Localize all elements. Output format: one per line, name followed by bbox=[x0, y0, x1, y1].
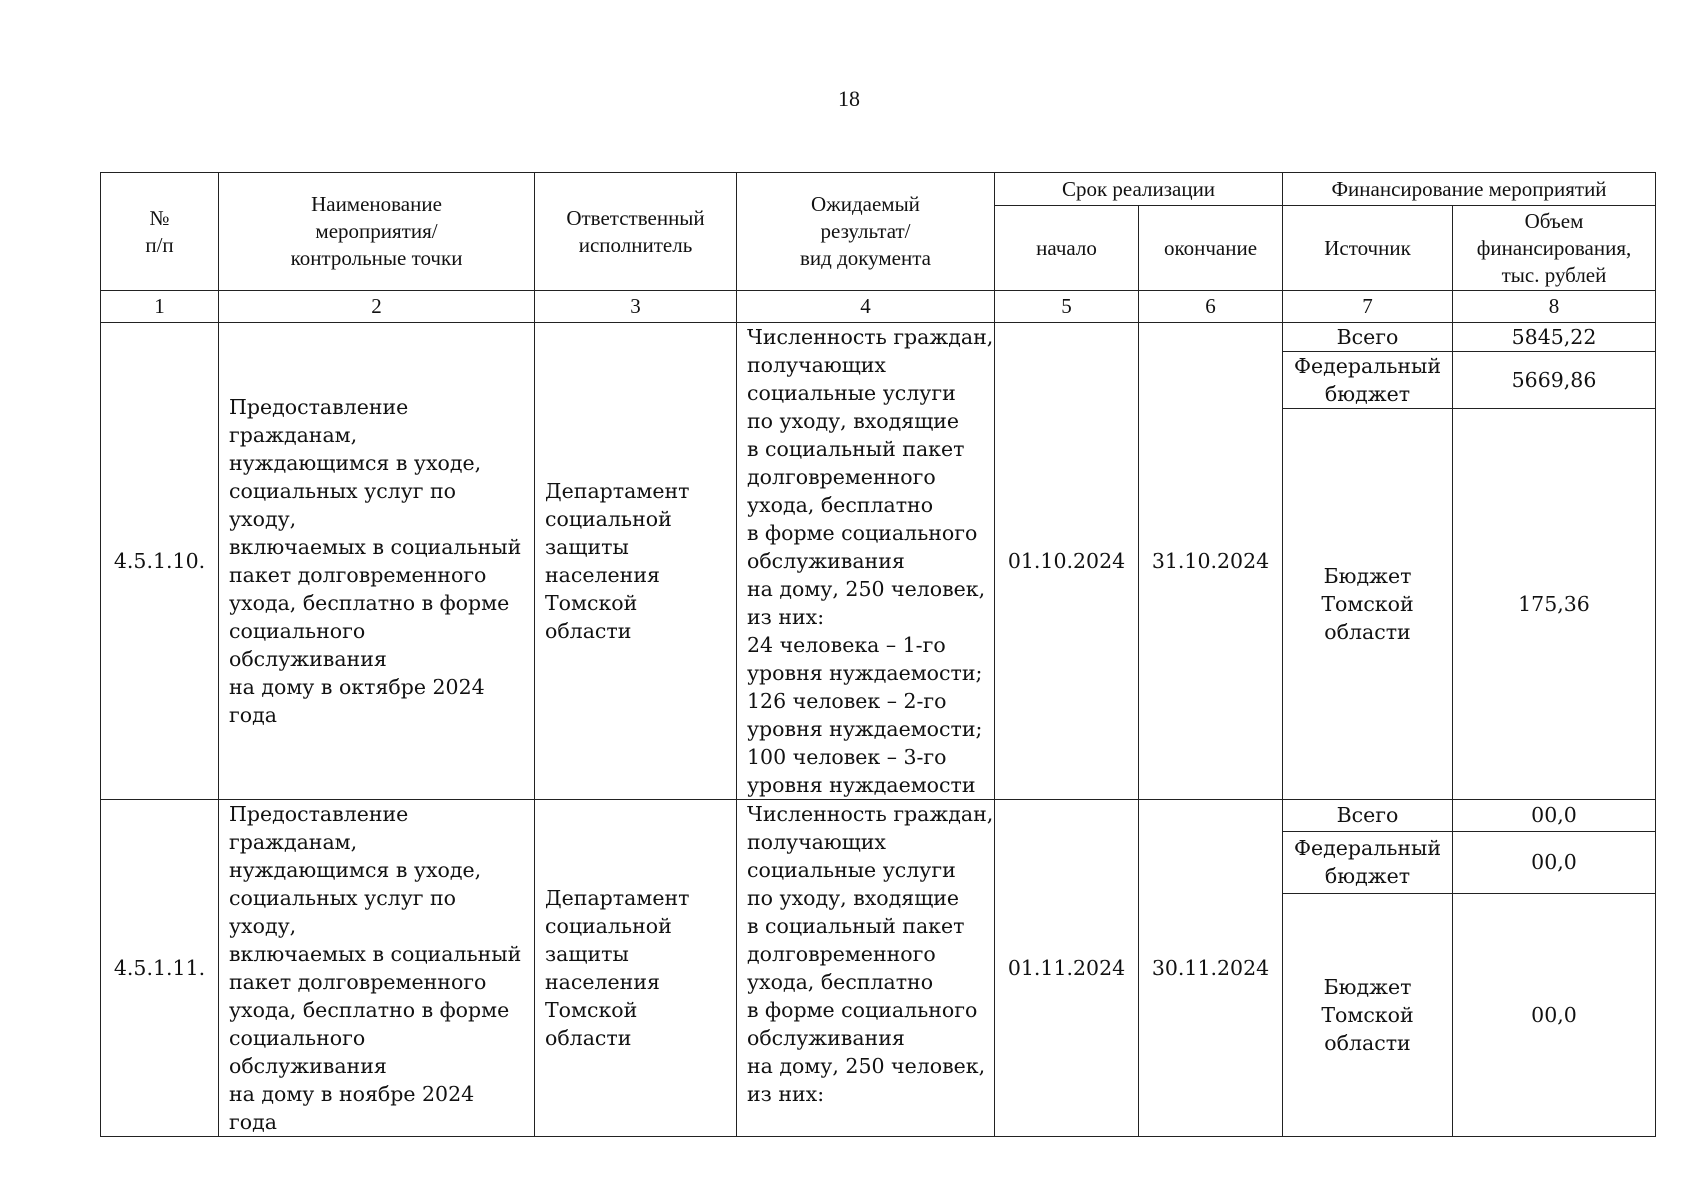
activity-executor: Департамент социальной защиты населения Томской области bbox=[535, 800, 737, 1137]
funding-amount: 00,0 bbox=[1453, 831, 1656, 893]
funding-source: Всего bbox=[1283, 800, 1453, 832]
table-row bbox=[101, 800, 1656, 832]
term-end-date: 30.11.2024 bbox=[1139, 800, 1283, 1137]
funding-amount: 5845,22 bbox=[1453, 323, 1656, 352]
funding-source: Федеральный бюджет bbox=[1283, 352, 1453, 409]
funding-amount: 5669,86 bbox=[1453, 352, 1656, 409]
header-term-group: Срок реализации bbox=[995, 173, 1283, 206]
header-result: Ожидаемый результат/ вид документа bbox=[737, 173, 995, 291]
activity-number: 4.5.1.11. bbox=[101, 800, 219, 1137]
term-end-date: 31.10.2024 bbox=[1139, 323, 1283, 800]
funding-source: Бюджет Томской области bbox=[1283, 409, 1453, 800]
header-term-end: окончание bbox=[1139, 206, 1283, 291]
header-funding-source: Источник bbox=[1283, 206, 1453, 291]
header-activity-name: Наименование мероприятия/ контрольные точки bbox=[219, 173, 535, 291]
funding-source: Федеральный бюджет bbox=[1283, 831, 1453, 893]
header-row-1 bbox=[101, 173, 1656, 206]
term-start-date: 01.10.2024 bbox=[995, 323, 1139, 800]
column-number: 2 bbox=[219, 291, 535, 323]
activity-result: Численность граждан, получающих социальные услуги по уходу, входящие в социальный пакет долговременного ухода, бесплатно в форме социального обслуживания на дому, 250 человек, из них: bbox=[737, 800, 995, 1137]
term-start-date: 01.11.2024 bbox=[995, 800, 1139, 1137]
funding-amount: 00,0 bbox=[1453, 800, 1656, 832]
funding-source: Бюджет Томской области bbox=[1283, 893, 1453, 1136]
header-number: № п/п bbox=[101, 173, 219, 291]
column-numbers-row bbox=[101, 291, 1656, 323]
table-row bbox=[101, 323, 1656, 352]
header-funding-amount: Объем финансирования, тыс. рублей bbox=[1453, 206, 1656, 291]
header-term-start: начало bbox=[995, 206, 1139, 291]
header-executor: Ответственный исполнитель bbox=[535, 173, 737, 291]
column-number: 3 bbox=[535, 291, 737, 323]
activity-name: Предоставление гражданам, нуждающимся в уходе, социальных услуг по уходу, включаемых в социальный пакет долговременного ухода, бесплатно в форме социального обслуживания на дому в ноябре 2024 года bbox=[219, 800, 535, 1137]
activity-executor: Департамент социальной защиты населения Томской области bbox=[535, 323, 737, 800]
header-funding-group: Финансирование мероприятий bbox=[1283, 173, 1656, 206]
activity-number: 4.5.1.10. bbox=[101, 323, 219, 800]
activity-name: Предоставление гражданам, нуждающимся в уходе, социальных услуг по уходу, включаемых в социальный пакет долговременного ухода, бесплатно в форме социального обслуживания на дому в октябре 2024 года bbox=[219, 323, 535, 800]
page-number: 18 bbox=[838, 86, 860, 111]
column-number: 1 bbox=[101, 291, 219, 323]
funding-amount: 00,0 bbox=[1453, 893, 1656, 1136]
column-number: 8 bbox=[1453, 291, 1656, 323]
column-number: 4 bbox=[737, 291, 995, 323]
column-number: 7 bbox=[1283, 291, 1453, 323]
activity-result: Численность граждан, получающих социальные услуги по уходу, входящие в социальный пакет долговременного ухода, бесплатно в форме социального обслуживания на дому, 250 человек, из них: 24 человека – 1-го уровня нуждаемости; 126 человек – 2-го уровня нуждаемости; 100 человек – 3-го уровня нуждаемости bbox=[737, 323, 995, 800]
activities-table bbox=[100, 172, 1656, 1137]
column-number: 6 bbox=[1139, 291, 1283, 323]
funding-source: Всего bbox=[1283, 323, 1453, 352]
funding-amount: 175,36 bbox=[1453, 409, 1656, 800]
column-number: 5 bbox=[995, 291, 1139, 323]
